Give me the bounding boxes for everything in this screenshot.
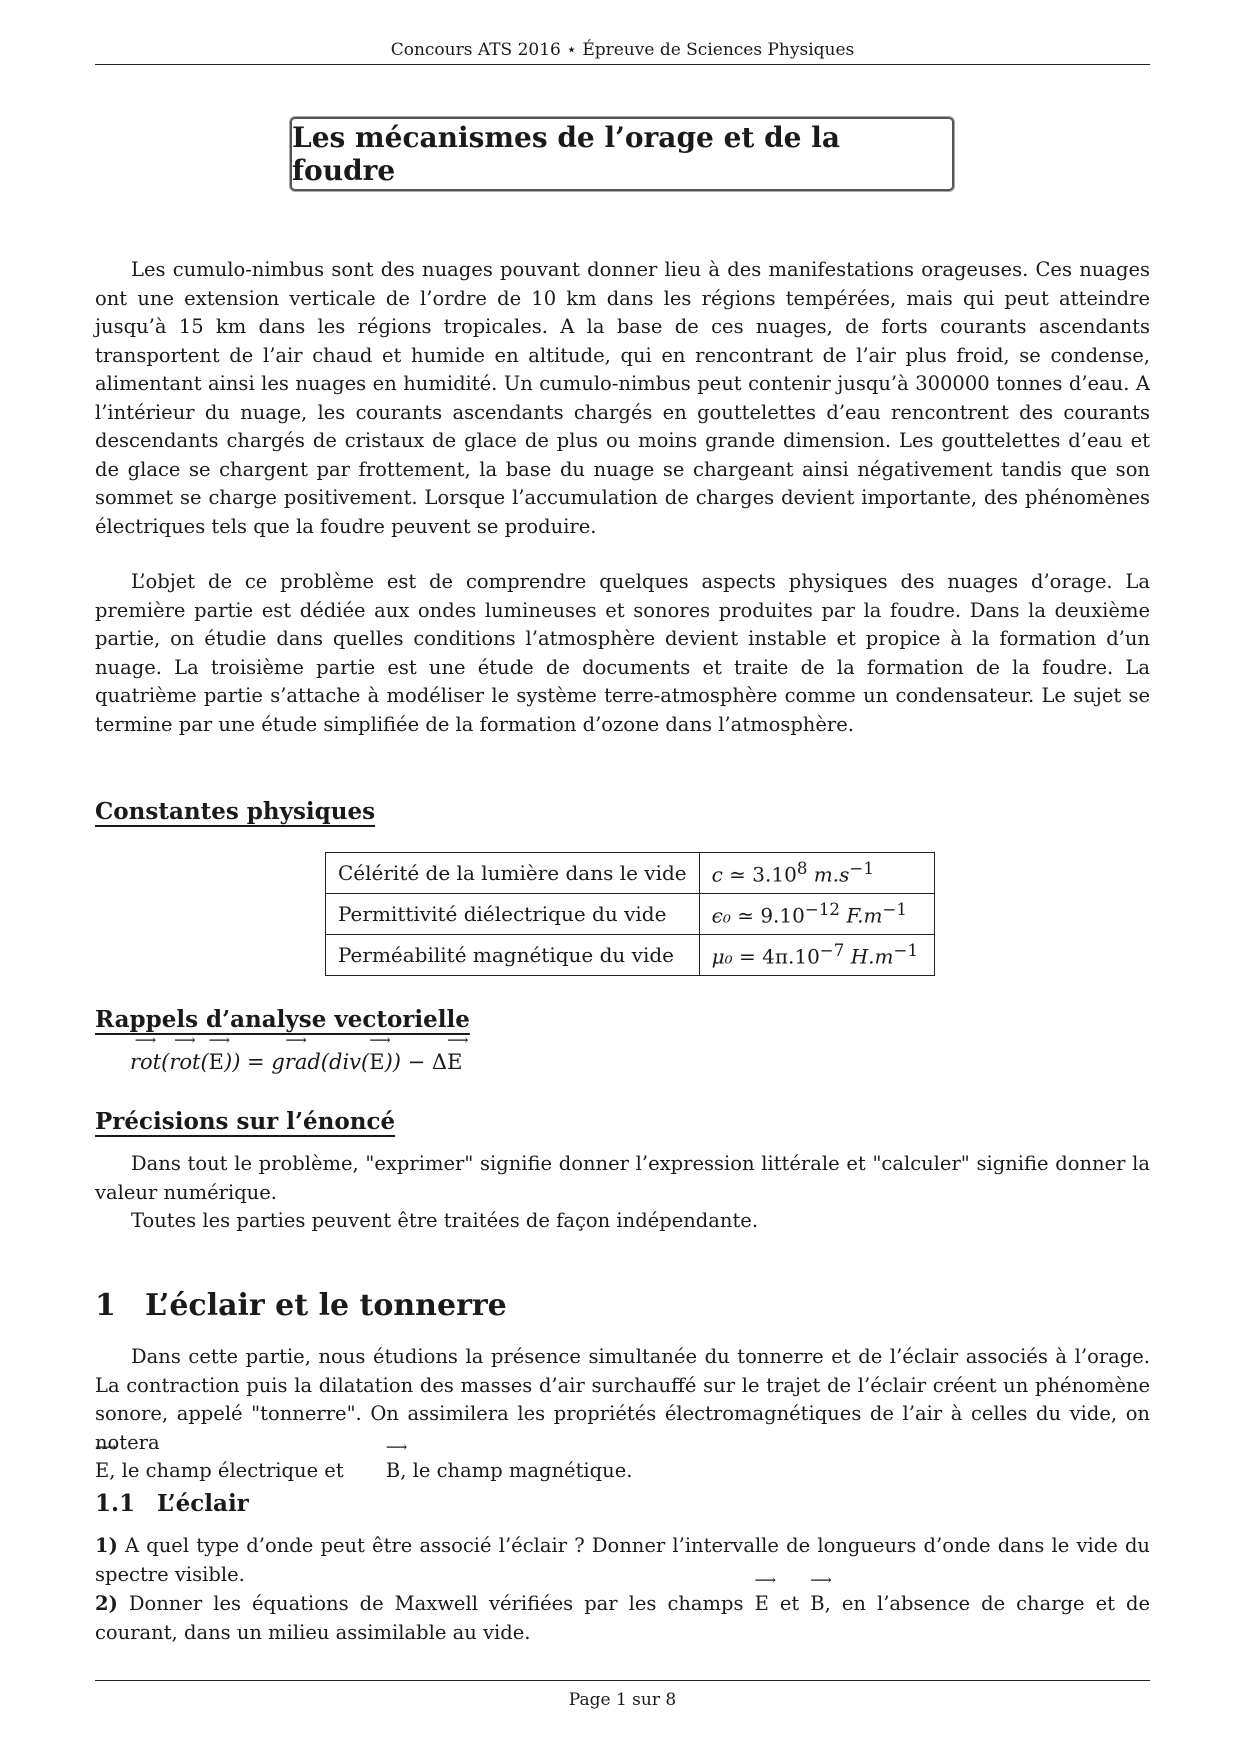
e-vector-q2: ⟶ E — [755, 1590, 769, 1619]
running-header: Concours ATS 2016 ⋆ Épreuve de Sciences Physiques — [390, 40, 855, 60]
constant-value — [699, 894, 934, 935]
constant-exponent: −12 — [804, 900, 841, 920]
constants-row — [326, 935, 935, 976]
section-1-intro-text — [95, 1343, 1150, 1486]
b-vector-q2: ⟶ B — [810, 1590, 824, 1619]
constant-label: Permittivité diélectrique du vide — [326, 894, 700, 935]
constant-symbol: μ₀ — [711, 944, 733, 969]
laplacian-symbol: Δ — [431, 1050, 448, 1074]
constant-mantissa: ≃ 9.10 — [730, 903, 805, 928]
constant-value — [699, 853, 934, 894]
precisions-text-2: Toutes les parties peuvent être traitées de façon indépendante. — [131, 1209, 759, 1232]
constants-row — [326, 853, 935, 894]
constant-label: Célérité de la lumière dans le vide — [326, 853, 700, 894]
question-2-number: 2) — [95, 1592, 118, 1615]
section-1-title: L’éclair et le tonnerre — [145, 1288, 507, 1323]
section-1-intro-end: , le champ magnétique. — [400, 1459, 633, 1482]
section-1-heading — [95, 1288, 507, 1323]
constant-symbol: c — [711, 862, 723, 887]
constants-heading: Constantes physiques — [95, 798, 376, 825]
rot-operator: ⟶ rot — [130, 1050, 161, 1074]
b-vector-intro: ⟶ B — [350, 1457, 400, 1486]
constant-unit-exponent: −1 — [893, 941, 919, 961]
constant-symbol: ϵ₀ — [711, 903, 731, 928]
header-rule — [95, 64, 1150, 65]
question-2 — [95, 1590, 1150, 1647]
question-2-text-b: , en l’absence de charge et de courant, dans un milieu assimilable au vide. — [95, 1592, 1151, 1644]
question-2-et: et — [779, 1592, 800, 1615]
subsection-1-1-heading — [95, 1490, 249, 1517]
constant-unit-exponent: −1 — [882, 900, 908, 920]
intro-text-1: Les cumulo-nimbus sont des nuages pouvant donner lieu à des manifestations orageuses. Ces nuages ont une extension verticale de l’ordre de 10 km dans les régions tempérées, mais qui peut atteindre jusqu’à 15 km dans les régions tropicales. A la base de ces nuages, de forts courants ascendants transportent de l’air chaud et humide en altitude, qui en rencontrant de l’air plus froid, se condense, alimentant ainsi les nuages en humidité. Un cumulo-nimbus peut contenir jusqu’à 300000 tonnes d’eau. A l’intérieur du nuage, les courants ascendants chargés en gouttelettes d’eau rencontrent des courants descendants chargés de cristaux de glace de plus ou moins grande dimension. Les gouttelettes d’eau et de glace se chargent par frottement, la base du nuage se chargeant ainsi négativement tandis que son sommet se charge positivement. Lorsque l’accumulation de charges devient importante, des phénomènes électriques tels que la foudre peuvent se produire. — [95, 258, 1150, 538]
question-2-text-a: Donner les équations de Maxwell vérifiées par les champs — [128, 1592, 744, 1615]
constant-exponent: −7 — [819, 941, 845, 961]
constant-value — [699, 935, 934, 976]
document-title — [290, 117, 954, 191]
constants-table — [325, 852, 935, 976]
rot-operator-inner: ⟶ rot — [169, 1050, 200, 1074]
precisions-paragraph — [95, 1150, 1150, 1236]
section-1-intro-main: Dans cette partie, nous étudions la présence simultanée du tonnerre et de l’éclair associés à l’orage. La contraction puis la dilatation des masses d’air surchauffé sur le trajet de l’éclair créent un phénomène sonore, appelé "tonnerre". On assimilera les propriétés électromagnétiques de l’air à celles du vide, on notera — [95, 1345, 1150, 1454]
subsection-number: 1.1 — [95, 1490, 136, 1517]
e-vector-2: ⟶ E — [369, 1050, 384, 1074]
constant-label: Perméabilité magnétique du vide — [326, 935, 700, 976]
intro-text-2: L’objet de ce problème est de comprendre quelques aspects physiques des nuages d’orage. La première partie est dédiée aux ondes lumineuses et sonores produites par la foudre. Dans la deuxième partie, on étudie dans quelles conditions l’atmosphère devient instable et propice à la formation d’un nuage. La troisième partie est une étude de documents et traite de la formation de la foudre. La quatrième partie s’attache à modéliser le système terre-atmosphère comme un condensateur. Le sujet se termine par une étude simplifiée de la formation d’ozone dans l’atmosphère. — [95, 570, 1150, 736]
grad-operator: ⟶ grad — [271, 1050, 320, 1074]
question-1-text: A quel type d’onde peut être associé l’éclair ? Donner l’intervalle de longueurs d’onde dans le vide du spectre visible. — [95, 1534, 1150, 1586]
constant-mantissa: ≃ 3.10 — [722, 862, 797, 887]
vector-identity: ⟶ rot(⟶ rot(⟶ E)) = ⟶ grad(div(⟶ E)) − Δ⟶ E — [130, 1050, 462, 1074]
vector-heading: Rappels d’analyse vectorielle — [95, 1006, 470, 1033]
div-operator: div — [329, 1050, 362, 1074]
document-title-text: Les mécanismes de l’orage et de la foudre — [292, 121, 841, 187]
precisions-heading: Précisions sur l’énoncé — [95, 1108, 396, 1135]
e-vector-3: ⟶ E — [447, 1050, 462, 1074]
question-1-number: 1) — [95, 1534, 118, 1557]
question-1 — [95, 1532, 1150, 1589]
constants-row — [326, 894, 935, 935]
footer-rule — [95, 1680, 1150, 1681]
section-1-intro-mid: , le champ électrique et — [109, 1459, 344, 1482]
constant-unit: F.m — [840, 903, 883, 928]
constant-exponent: 8 — [796, 859, 808, 879]
constant-mantissa: = 4π.10 — [732, 944, 820, 969]
e-vector-intro: ⟶ E — [59, 1457, 109, 1486]
section-1-number: 1 — [95, 1288, 116, 1323]
constant-unit-exponent: −1 — [849, 859, 874, 879]
subsection-title: L’éclair — [157, 1490, 249, 1517]
precisions-text-1: Dans tout le problème, "exprimer" signifie donner l’expression littérale et "calculer" signifie donner la valeur numérique. — [95, 1152, 1150, 1204]
intro-paragraph-2 — [95, 568, 1150, 739]
page-number: Page 1 sur 8 — [568, 1690, 677, 1710]
e-vector: ⟶ E — [209, 1050, 224, 1074]
intro-paragraph-1 — [95, 256, 1150, 541]
section-1-intro — [95, 1343, 1150, 1486]
constant-unit: m.s — [807, 862, 850, 887]
constant-unit: H.m — [844, 944, 894, 969]
